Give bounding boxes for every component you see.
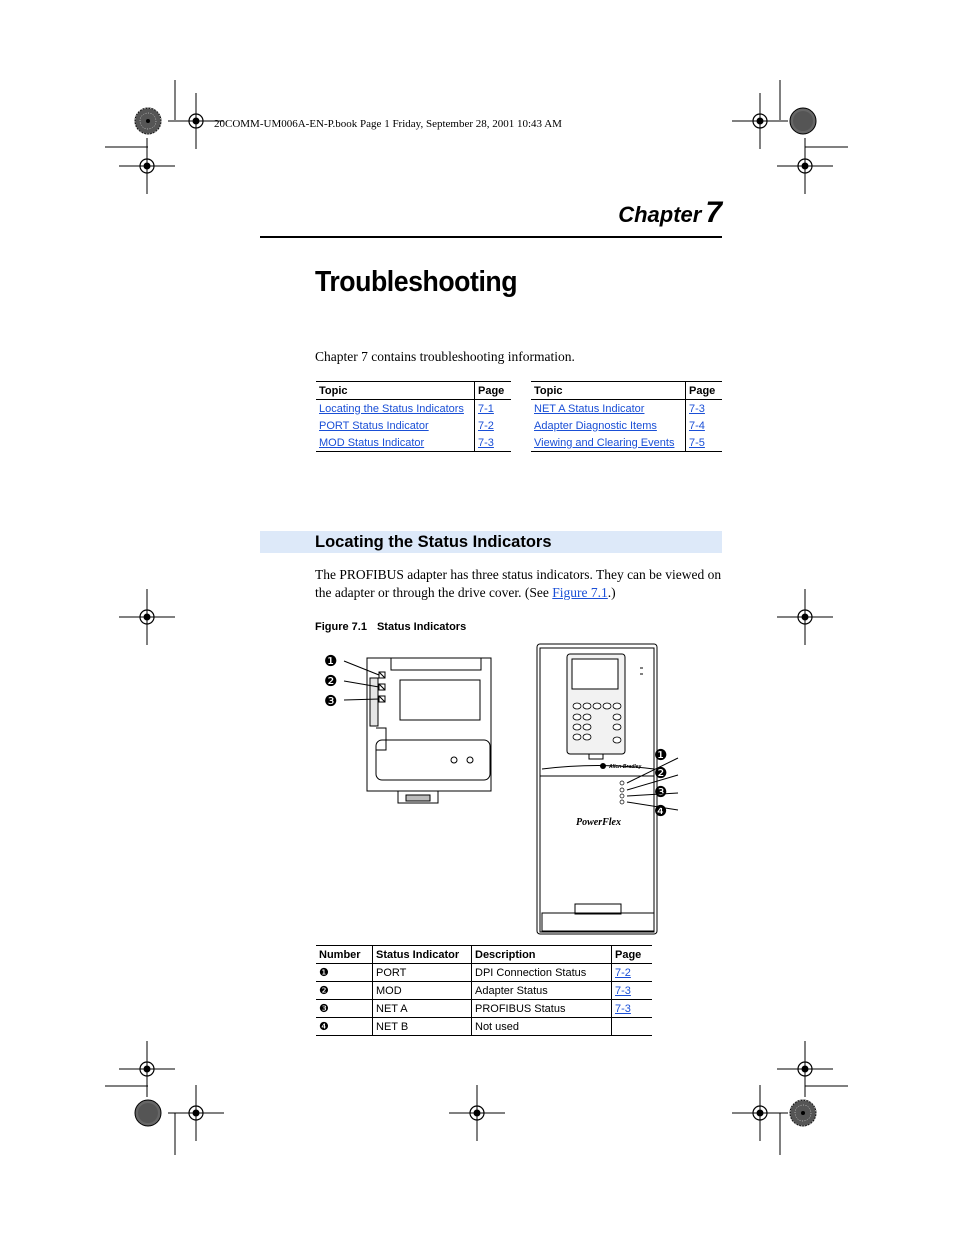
table-row [316, 982, 652, 1000]
row-number: ❷ [316, 982, 373, 1000]
callout-4-drive: ❹ [654, 802, 668, 820]
registration-cross-mark [168, 1085, 224, 1141]
brand-logo-icon [600, 763, 606, 769]
toc-header-page: Page [686, 382, 723, 400]
toc-table-left [316, 381, 511, 452]
toc-header-topic: Topic [531, 382, 686, 400]
section-title: Locating the Status Indicators [315, 533, 552, 551]
toc-header-page: Page [475, 382, 512, 400]
col-header-page: Page [612, 946, 653, 964]
toc-page-link[interactable]: 7-5 [689, 436, 705, 449]
intro-text: Chapter 7 contains troubleshooting information. [315, 349, 575, 364]
drive-product-logo: PowerFlex [576, 817, 621, 828]
print-header: 20COMM-UM006A-EN-P.book Page 1 Friday, September 28, 2001 10:43 AM [214, 118, 562, 130]
page-title: Troubleshooting [315, 266, 518, 298]
row-description: Not used [472, 1018, 612, 1036]
toc-table-right [531, 381, 722, 452]
adapter-drawing [344, 658, 491, 803]
row-description: Adapter Status [472, 982, 612, 1000]
row-page-link[interactable]: 7-2 [615, 966, 631, 979]
section-paragraph [315, 566, 725, 601]
chapter-label [618, 196, 722, 230]
registration-cross-mark [449, 1085, 505, 1141]
callout-3: ❸ [324, 692, 338, 710]
row-indicator: NET A [373, 1000, 472, 1018]
table-row [316, 1018, 652, 1036]
toc-page-link[interactable]: 7-4 [689, 419, 705, 432]
toc-link-events[interactable]: Viewing and Clearing Events [534, 436, 675, 449]
figure-caption [315, 621, 466, 633]
toc-link-mod[interactable]: MOD Status Indicator [319, 436, 425, 449]
row-page-link[interactable]: 7-3 [615, 984, 631, 997]
row-indicator: PORT [373, 964, 472, 982]
row-number: ❸ [316, 1000, 373, 1018]
drive-brand-label: Allen-Bradley [609, 764, 642, 770]
registration-solid-mark [790, 108, 816, 134]
toc-page-link[interactable]: 7-2 [478, 419, 494, 432]
chapter-word: Chapter [618, 202, 702, 227]
toc-page-link[interactable]: 7-3 [478, 436, 494, 449]
toc-link-locating[interactable]: Locating the Status Indicators [319, 402, 464, 415]
registration-star-mark [790, 1100, 816, 1126]
figure-number: Figure 7.1 [315, 621, 367, 633]
paragraph-text: The PROFIBUS adapter has three status indicators. They can be viewed on the adapter or through the drive cover. (See [315, 567, 722, 600]
col-header-indicator: Status Indicator [373, 946, 472, 964]
paragraph-text-end: .) [607, 584, 616, 600]
callout-3-drive: ❸ [654, 783, 668, 801]
row-number: ❶ [316, 964, 373, 982]
row-indicator: NET B [373, 1018, 472, 1036]
table-row [316, 1000, 652, 1018]
toc-link-port[interactable]: PORT Status Indicator [319, 419, 429, 432]
row-number: ❹ [316, 1018, 373, 1036]
callout-2-drive: ❷ [654, 764, 668, 782]
registration-cross-mark [119, 1041, 175, 1097]
registration-star-mark [135, 108, 161, 134]
table-row [316, 964, 652, 982]
registration-solid-mark [135, 1100, 161, 1126]
registration-cross-mark [777, 1041, 833, 1097]
registration-cross-mark [119, 589, 175, 645]
callout-1-drive: ❶ [654, 746, 668, 764]
row-page-link[interactable]: 7-3 [615, 1002, 631, 1015]
registration-cross-mark [119, 138, 175, 194]
row-page [612, 1018, 653, 1036]
row-description: PROFIBUS Status [472, 1000, 612, 1018]
col-header-description: Description [472, 946, 612, 964]
figure-link[interactable]: Figure 7.1 [552, 584, 608, 600]
toc-link-diagnostic[interactable]: Adapter Diagnostic Items [534, 419, 657, 432]
status-indicators-figure [318, 640, 668, 938]
toc-page-link[interactable]: 7-1 [478, 402, 494, 415]
callout-2: ❷ [324, 672, 338, 690]
row-indicator: MOD [373, 982, 472, 1000]
col-header-number: Number [316, 946, 373, 964]
figure-caption-text: Status Indicators [376, 621, 467, 633]
callout-1: ❶ [324, 652, 338, 670]
chapter-rule [260, 236, 722, 238]
toc-page-link[interactable]: 7-3 [689, 402, 705, 415]
toc-header-topic: Topic [316, 382, 475, 400]
chapter-number: 7 [705, 196, 722, 229]
registration-cross-mark [777, 589, 833, 645]
toc-link-net-a[interactable]: NET A Status Indicator [534, 402, 645, 415]
status-indicator-table [316, 945, 652, 1036]
registration-cross-mark [777, 138, 833, 194]
row-description: DPI Connection Status [472, 964, 612, 982]
